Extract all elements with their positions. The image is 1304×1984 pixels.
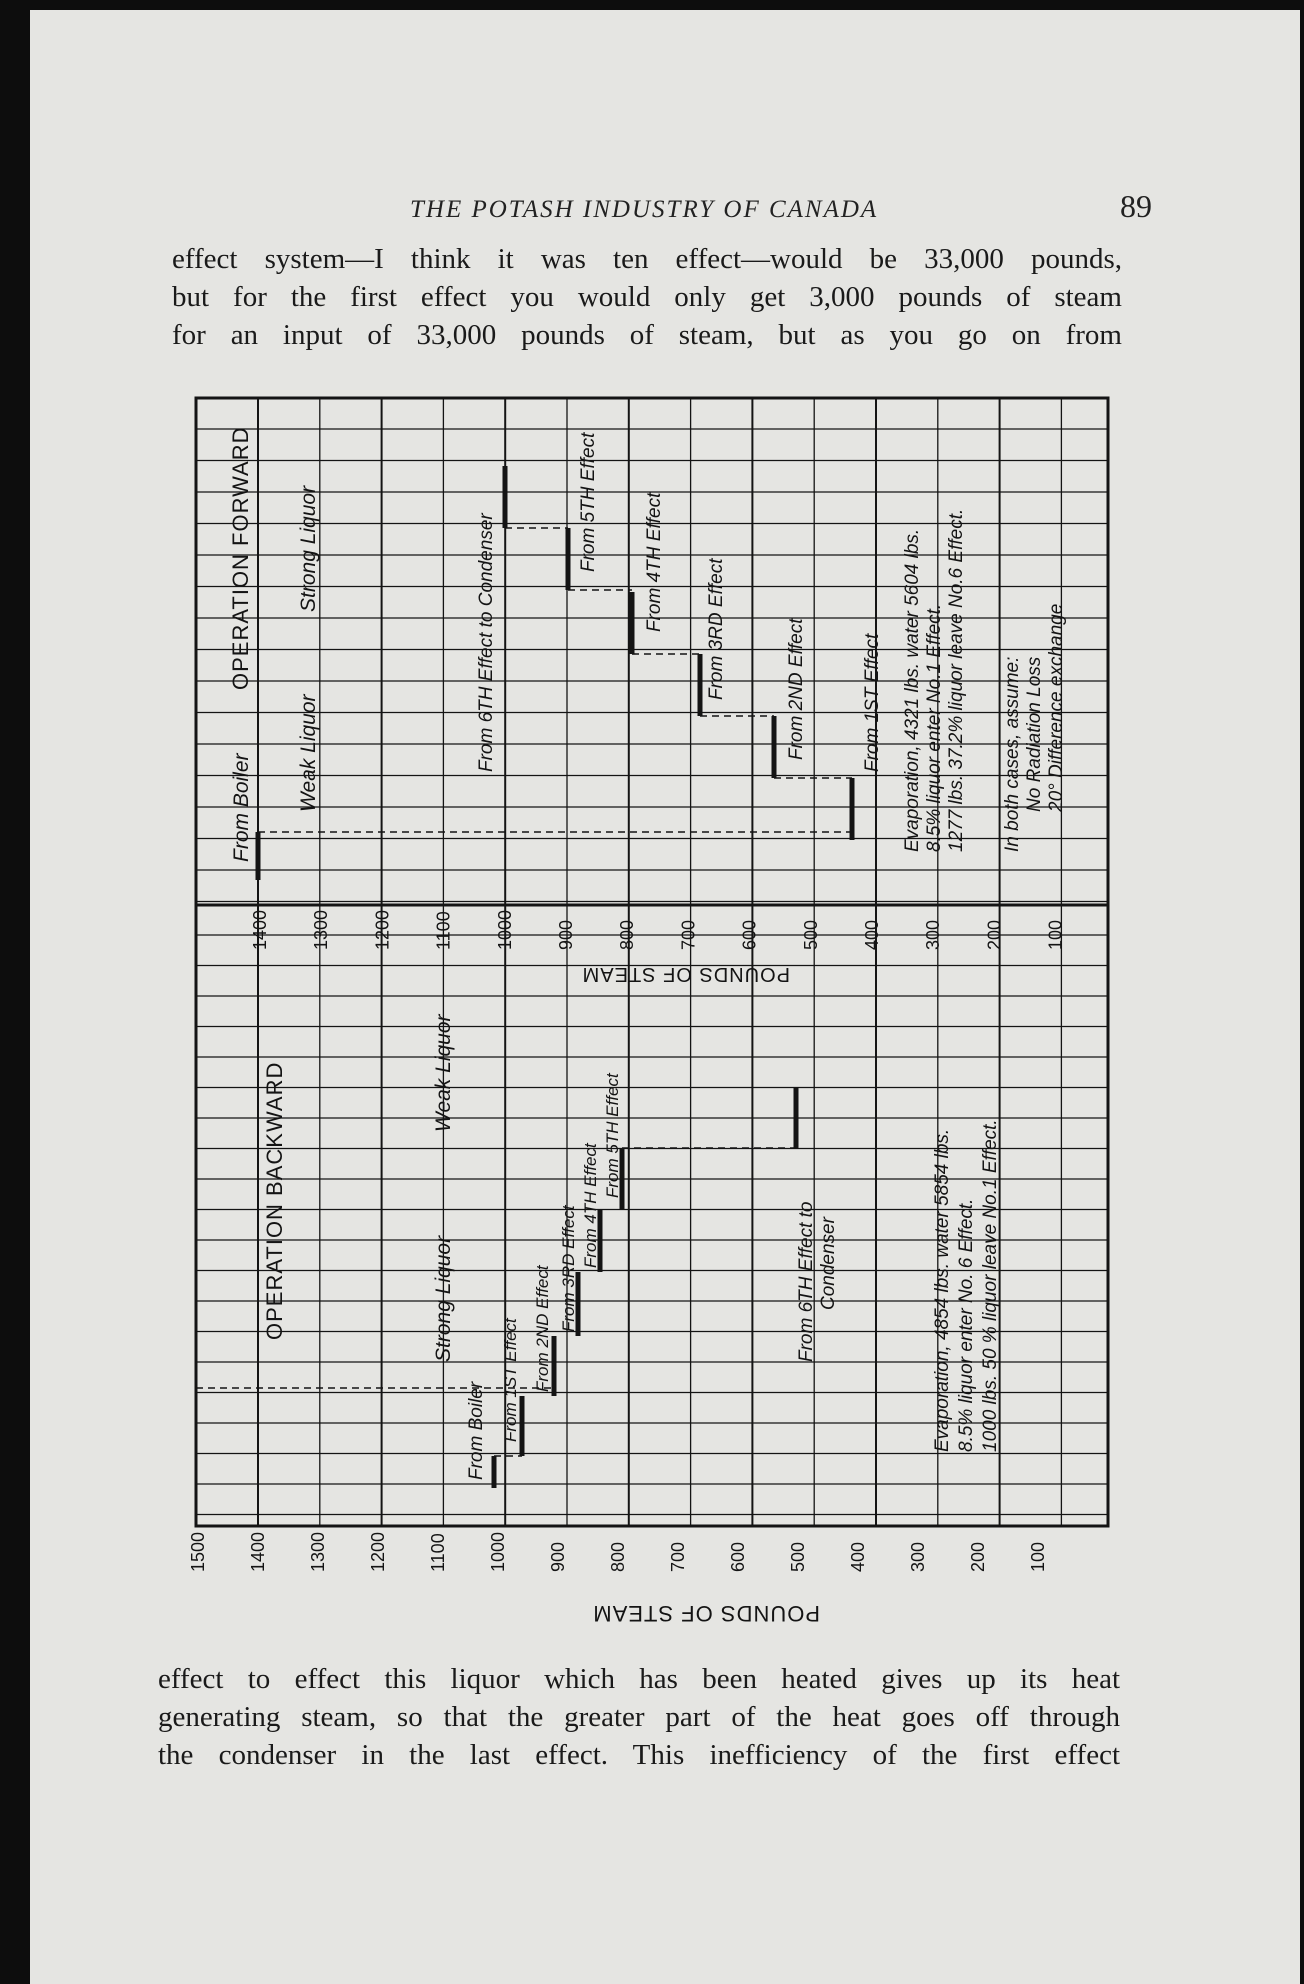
backward-label-e4: From 4TH Effect [581,1143,600,1268]
backward-tick-label: 800 [608,1541,628,1572]
text-line: effect to effect this liquor which has been heated gives up its heat [158,1663,1120,1695]
backward-label-boiler: From Boiler [466,1381,487,1480]
forward-label-boiler: From Boiler [230,753,253,862]
forward-tick-label: 1300 [311,909,332,950]
backward-note-line: Evaporation, 4854 lbs. water 5854 lbs. [932,1128,953,1452]
backward-label-e6b: Condenser [818,1217,839,1310]
backward-tick-label: 1000 [488,1531,508,1572]
backward-label-e5: From 5TH Effect [603,1073,622,1198]
forward-label-e6: From 6TH Effect to Condenser [476,513,497,772]
forward-grid [196,398,1108,905]
backward-tick-label: 200 [968,1541,988,1572]
backward-note-line: 8.5% liquor enter No. 6 Effect. [956,1198,977,1452]
paragraph-bottom [158,1660,1120,1774]
forward-label-e5: From 5TH Effect [578,432,599,572]
forward-tick-labels [250,910,1066,950]
backward-label-e1: From 1ST Effect [501,1318,520,1442]
assumption-line: 20° Difference exchange [1046,603,1067,812]
forward-tick-label: 100 [1045,919,1066,950]
backward-tick-label: 900 [548,1541,568,1572]
forward-tick-label: 200 [984,919,1005,950]
forward-note-line: 1277 lbs. 37.2% liquor leave No.6 Effect. [946,508,967,852]
forward-note-line: Evaporation, 4321 lbs. water 5604 lbs. [902,528,923,852]
forward-tick-label: 1100 [433,911,454,950]
backward-tick-label: 1100 [428,1533,448,1572]
forward-tick-label: 600 [739,919,760,950]
backward-tick-label: 1300 [308,1531,328,1572]
forward-label-e2: From 2ND Effect [786,618,807,760]
forward-tick-label: 300 [923,919,944,950]
text-line: effect system—I think it was ten effect—would be 33,000 pounds, [172,243,1122,275]
assumption-line: In both cases, assume: [1002,656,1023,852]
forward-tick-label: 400 [862,919,882,950]
backward-tick-label: 1400 [248,1531,268,1572]
text-line: but for the first effect you would only get 3,000 pounds of steam [172,281,1122,313]
backward-label-e2: From 2ND Effect [533,1265,552,1392]
backward-title: OPERATION BACKWARD [262,1061,287,1340]
text-line: the condenser in the last effect. This inefficiency of the first effect [158,1739,1120,1771]
backward-tick-labels [188,1532,1048,1572]
running-head: THE POTASH INDUSTRY OF CANADA [410,196,879,223]
forward-tick-label: 800 [617,919,638,950]
backward-tick-label: 400 [848,1541,868,1572]
text-line: generating steam, so that the greater part of the heat goes off through [158,1701,1120,1733]
backward-tick-label: 700 [668,1541,688,1572]
backward-tick-label: 100 [1028,1541,1048,1572]
backward-tick-label: 1500 [188,1531,208,1572]
forward-frame [196,398,1108,905]
backward-tick-label: 500 [788,1541,808,1572]
assumption-line: No Radiation Loss [1024,656,1045,812]
axis-label-middle: POUNDS OF STEAM [581,963,790,985]
forward-label-e4: From 4TH Effect [644,492,665,632]
axis-label-bottom: POUNDS OF STEAM [592,1601,820,1626]
forward-tick-label: 500 [800,919,821,950]
backward-label-e3: From 3RD Effect [559,1205,578,1332]
backward-strong-liquor: Strong Liquor [432,1235,455,1362]
backward-note-line: 1000 lbs. 50 % liquor leave No.1 Effect. [980,1119,1001,1452]
backward-label-e6a: From 6TH Effect to [796,1201,817,1362]
forward-title: OPERATION FORWARD [228,426,253,690]
forward-strong-liquor: Strong Liquor [297,485,320,612]
backward-tick-label: 600 [728,1541,748,1572]
forward-tick-label: 700 [678,919,699,950]
backward-tick-label: 1200 [368,1531,388,1572]
forward-tick-label: 900 [556,919,576,950]
forward-tick-label: 1400 [250,909,270,950]
forward-tick-label: 1200 [372,909,393,950]
forward-label-e1: From 1ST Effect [862,633,883,772]
text-line: for an input of 33,000 pounds of steam, but as you go on from [172,319,1122,351]
page-number: 89 [1120,188,1152,224]
backward-weak-liquor: Weak Liquor [432,1014,455,1132]
forward-note-line: 8.5% liquor enter No.1 Effect. [924,603,945,852]
forward-tick-label: 1000 [494,909,515,950]
forward-weak-liquor: Weak Liquor [297,694,320,812]
forward-label-e3: From 3RD Effect [706,558,727,700]
backward-tick-label: 300 [908,1541,928,1572]
